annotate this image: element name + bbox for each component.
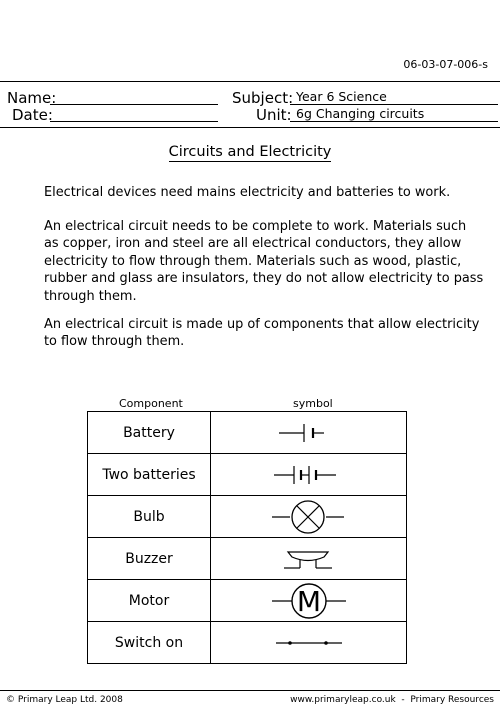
subject-value: Year 6 Science (296, 89, 387, 104)
subject-label: Subject: (232, 89, 294, 107)
component-name: Battery (88, 412, 211, 454)
buzzer-symbol-icon (264, 544, 354, 574)
components-table (87, 411, 407, 664)
unit-value: 6g Changing circuits (296, 106, 425, 121)
unit-label: Unit: (256, 106, 292, 124)
buzzer-symbol-cell (211, 538, 407, 580)
two-batteries-symbol-cell (211, 454, 407, 496)
conductors-paragraph: An electrical circuit needs to be complete to work. Materials such as copper, iron and steel are all electrical conductors, they allow electricity to flow through them. Materials such as wood, plastic, rubber and glass are insulators, they do not allow electricity to pass through them. (44, 219, 484, 304)
copyright-text: © Primary Leap Ltd. 2008 (6, 695, 123, 705)
switch-on-symbol-cell (211, 622, 407, 664)
table-row (88, 538, 407, 580)
header-bottom-rule (0, 127, 500, 128)
table-row (88, 412, 407, 454)
subject-field[interactable] (290, 104, 498, 105)
component-name: Motor (88, 580, 211, 622)
battery-symbol-cell (211, 412, 407, 454)
date-field[interactable] (50, 121, 218, 122)
switch-on-symbol-icon (264, 628, 354, 658)
component-name: Buzzer (88, 538, 211, 580)
component-name: Bulb (88, 496, 211, 538)
motor-symbol-cell (211, 580, 407, 622)
intro-paragraph: Electrical devices need mains electricity and batteries to work. (44, 185, 451, 200)
unit-field[interactable] (290, 121, 498, 122)
name-label: Name: (7, 89, 57, 107)
page-title: Circuits and Electricity (168, 144, 332, 160)
component-column-header: Component (119, 397, 183, 410)
worksheet-code: 06-03-07-006-s (403, 58, 488, 71)
bulb-symbol-icon (264, 498, 354, 536)
table-row (88, 454, 407, 496)
date-label: Date: (12, 106, 53, 124)
components-paragraph: An electrical circuit is made up of components that allow electricity to flow through them. (44, 317, 480, 350)
component-name: Switch on (88, 622, 211, 664)
name-field[interactable] (50, 104, 218, 105)
header-top-rule (0, 81, 500, 82)
website-text: www.primaryleap.co.uk - Primary Resources (290, 695, 494, 705)
symbol-column-header: symbol (293, 397, 333, 410)
two-batteries-symbol-icon (264, 460, 354, 490)
bulb-symbol-cell (211, 496, 407, 538)
battery-symbol-icon (264, 418, 354, 448)
table-row (88, 622, 407, 664)
component-name: Two batteries (88, 454, 211, 496)
table-row (88, 580, 407, 622)
motor-letter: M (296, 584, 321, 618)
motor-symbol-icon (264, 582, 354, 620)
footer-rule (0, 690, 500, 691)
table-row (88, 496, 407, 538)
